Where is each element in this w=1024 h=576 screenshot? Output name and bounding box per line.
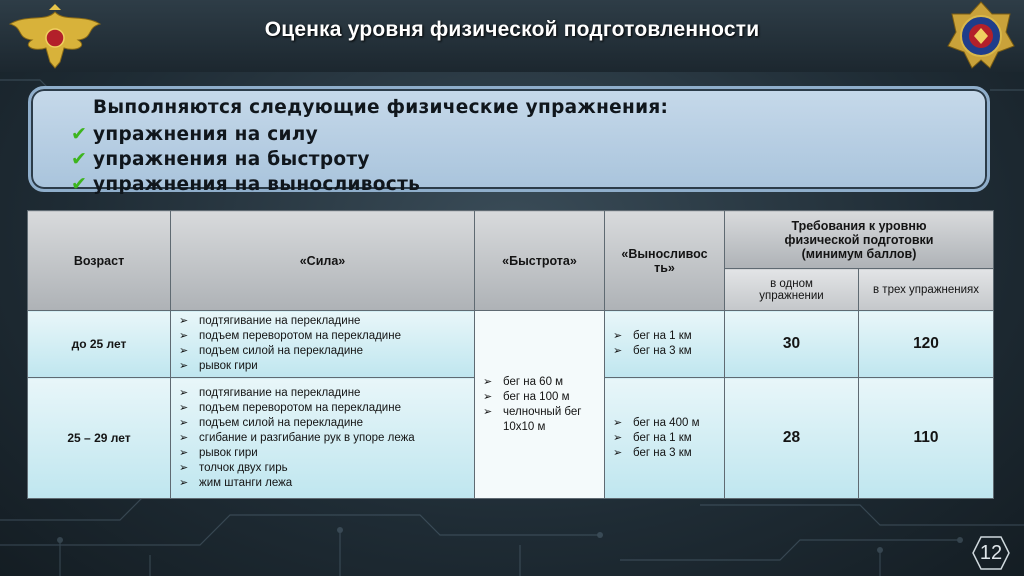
requirements-table [27,210,994,499]
list-item-label: толчок двух гирь [199,461,288,474]
info-item-label: упражнения на выносливость [93,174,421,195]
checkmark-icon: ✔ [71,148,88,170]
checkmark-icon: ✔ [71,173,88,195]
speed-cell [475,311,605,499]
score-one-cell: 30 [725,311,859,378]
info-heading: Выполняются следующие физические упражнения: [93,97,669,118]
arrow-bullet-icon: ➢ [613,416,623,429]
endurance-cell [605,378,725,499]
list-item-label: подъем переворотом на перекладине [199,330,401,342]
header-speed: «Быстрота» [475,211,605,311]
arrow-bullet-icon: ➢ [179,461,189,474]
strength-cell [171,378,475,499]
arrow-bullet-icon: ➢ [179,315,189,327]
list-item [179,446,474,461]
list-item-label: бег на 100 м [503,390,570,403]
list-item [179,329,474,344]
endurance-cell [605,311,725,378]
arrow-bullet-icon: ➢ [613,446,623,459]
list-item-label: жим штанги лежа [199,476,293,489]
list-item-label: подтягивание на перекладине [199,386,361,399]
list-item-label: бег на 400 м [633,416,700,429]
header-strength: «Сила» [171,211,475,311]
header-requirements: Требования к уровню физической подготовки (минимум баллов) [725,211,994,269]
list-item [613,446,724,461]
list-item [179,416,474,431]
list-item [179,386,474,401]
arrow-bullet-icon: ➢ [179,345,189,357]
page-number-label: 12 [979,542,1003,564]
header-three-exercises: в трех упражнениях [859,269,994,311]
table-row [28,311,994,378]
score-one-cell: 28 [725,378,859,499]
list-item [483,390,604,405]
list-item [179,461,474,476]
list-item-label: подъем силой на перекладине [199,345,364,357]
list-item [179,401,474,416]
list-item-label: бег на 3 км [633,345,692,357]
list-item-label: сгибание и разгибание рук в упоре лежа [199,431,415,444]
arrow-bullet-icon: ➢ [179,330,189,342]
strength-list [171,314,474,374]
strength-cell [171,311,475,378]
list-item-label: подъем переворотом на перекладине [199,401,401,414]
list-item [179,359,474,374]
list-item-label: рывок гири [199,360,258,372]
exercise-info-box [28,86,990,195]
list-item [613,431,724,446]
page-number [972,536,1010,570]
list-item [483,375,604,390]
header-endurance: «Выносливос ть» [605,211,725,311]
academy-badge-icon [946,0,1016,72]
info-item-label: упражнения на быстроту [93,149,370,170]
list-item-label: подтягивание на перекладине [199,315,361,327]
page-title: Оценка уровня физической подготовленности [264,18,760,41]
age-cell: 25 – 29 лет [28,378,171,499]
list-item [179,476,474,491]
speed-list [475,375,604,435]
list-item-label: бег на 3 км [633,446,692,459]
arrow-bullet-icon: ➢ [179,360,189,372]
arrow-bullet-icon: ➢ [483,390,493,403]
list-item-label: рывок гири [199,446,258,459]
arrow-bullet-icon: ➢ [179,476,189,489]
arrow-bullet-icon: ➢ [179,431,189,444]
endurance-list [605,416,724,461]
list-item-label: челночный бег 10х10 м [503,405,582,433]
header-one-exercise: в одном упражнении [725,269,859,311]
info-item-label: упражнения на силу [93,124,319,145]
list-item [483,405,604,435]
checkmark-icon: ✔ [71,123,88,145]
list-item [179,314,474,329]
list-item [613,416,724,431]
arrow-bullet-icon: ➢ [613,431,623,444]
arrow-bullet-icon: ➢ [613,330,623,342]
info-item-speed [71,148,370,174]
score-three-cell: 110 [859,378,994,499]
score-three-cell: 120 [859,311,994,378]
list-item [179,344,474,359]
info-item-endurance [71,173,420,199]
arrow-bullet-icon: ➢ [179,386,189,399]
strength-list [171,386,474,491]
list-item-label: бег на 1 км [633,330,692,342]
header-age: Возраст [28,211,171,311]
arrow-bullet-icon: ➢ [179,401,189,414]
info-item-strength [71,123,318,149]
list-item [613,344,724,359]
list-item-label: подъем силой на перекладине [199,416,364,429]
arrow-bullet-icon: ➢ [613,345,623,357]
arrow-bullet-icon: ➢ [179,416,189,429]
arrow-bullet-icon: ➢ [483,375,493,388]
list-item-label: бег на 60 м [503,375,564,388]
endurance-list [605,329,724,359]
age-cell: до 25 лет [28,311,171,378]
list-item [179,431,474,446]
arrow-bullet-icon: ➢ [179,446,189,459]
arrow-bullet-icon: ➢ [483,405,493,418]
list-item-label: бег на 1 км [633,431,692,444]
list-item [613,329,724,344]
